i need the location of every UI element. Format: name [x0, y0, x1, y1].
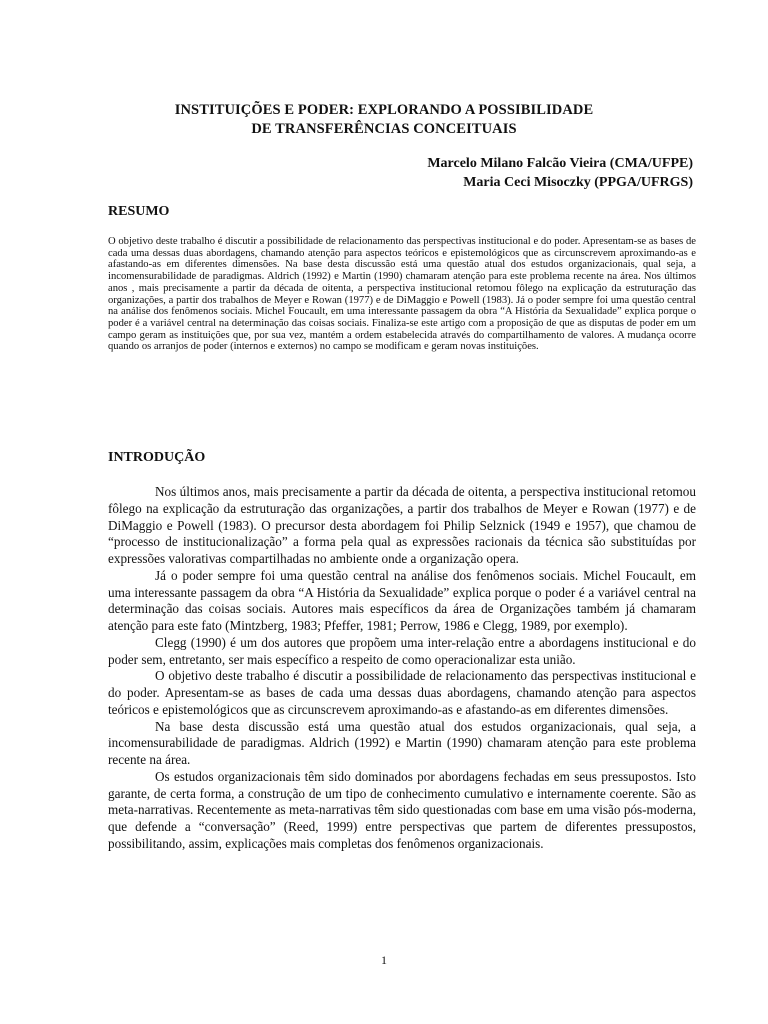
abstract-heading: RESUMO — [108, 204, 170, 219]
author-1: Marcelo Milano Falcão Vieira (CMA/UFPE) — [427, 156, 693, 171]
body-paragraph-1: Nos últimos anos, mais precisamente a partir da década de oitenta, a perspectiva institucional retomou fôlego na explicação da estruturação das organizações, a partir dos trabalhos de Meyer e Rowan (1977) e de DiMaggio e Powell (1983). O precursor desta abordagem foi Philip Selznick (1949 e 1957), que chamou de “processo de institucionalização” a forma pela qual as expressões racionais da técnica são substituídas por expressões valorativas compartilhadas no ambiente onde a organização opera. — [108, 484, 696, 566]
introduction-body — [108, 484, 696, 853]
body-paragraph-5: Na base desta discussão está uma questão atual dos estudos organizacionais, qual seja, a incomensurabilidade de paradigmas. Aldrich (1992) e Martin (1990) chamaram atenção para este problema recente na área. — [108, 718, 696, 767]
author-2: Maria Ceci Misoczky (PPGA/UFRGS) — [463, 175, 693, 190]
page-number: 1 — [381, 953, 387, 967]
introduction-heading: INTRODUÇÃO — [108, 450, 206, 465]
body-paragraph-2: Já o poder sempre foi uma questão central na análise dos fenômenos sociais. Michel Foucault, em uma interessante passagem da obra “A História da Sexualidade” explica porque o poder é a variável central na determinação das coisas sociais. Autores mais específicos da área de Organizações também já chamaram atenção para este fato (Mintzberg, 1983; Pfeffer, 1981; Perrow, 1986 e Clegg, 1989, por exemplo). — [108, 567, 696, 633]
paper-title-line-2: DE TRANSFERÊNCIAS CONCEITUAIS — [251, 121, 517, 137]
paper-title-line-1: INSTITUIÇÕES E PODER: EXPLORANDO A POSSIBILIDADE — [174, 102, 594, 118]
body-paragraph-4: O objetivo deste trabalho é discutir a possibilidade de relacionamento das perspectivas institucional e do poder. Apresentam-se as bases de cada uma dessas duas abordagens, chamando atenção para aspectos teóricos e epistemológicos que as circunscrevem aproximando-as e afastando-as em diferentes dimensões. — [108, 668, 696, 717]
abstract-text: O objetivo deste trabalho é discutir a possibilidade de relacionamento das perspectivas institucional e do poder. Apresentam-se as bases de cada uma dessas duas abordagens, chamando atenção para aspectos teóricos e epistemológicos que as circunscrevem aproximando-as e afastando-as em diferentes dimensões. Na base desta discussão está uma questão atual dos estudos organizacionais, qual seja, a incomensurabilidade de paradigmas. Aldrich (1992) e Martin (1990) chamaram atenção para este problema recente na área. Nos últimos anos , mais precisamente a partir da década de oitenta, a perspectiva institucional retomou fôlego na explicação da estruturação das organizações, a partir dos trabalhos de Meyer e Rowan (1977) e de DiMaggio e Powell (1983). Já o poder sempre foi uma questão central na análise dos fenômenos sociais. Michel Foucault, em uma interessante passagem da obra “A História da Sexualidade” explica porque o poder é a variável central na determinação das coisas sociais. Finaliza-se este artigo com a proposição de que as disputas de poder em um campo geram as instituições que, por sua vez, mantém a ordem estabelecida através do compartilhamento de valores. A mudança ocorre quando os arranjos de poder (internos e externos) no campo se modificam e geram novas instituições. — [108, 236, 696, 353]
body-paragraph-6: Os estudos organizacionais têm sido dominados por abordagens fechadas em seus pressupostos. Isto garante, de certa forma, a construção de um tipo de conhecimento cumulativo e internamente coerente. São as meta-narrativas. Recentemente as meta-narrativas têm sido questionadas com base em uma visão pós-moderna, que defende a “conversação” (Reed, 1999) entre perspectivas que partem de diferentes pressupostos, possibilitando, assim, explicações mais completas dos fenômenos organizacionais. — [108, 768, 696, 851]
paper-title — [0, 101, 768, 139]
author-block — [427, 154, 693, 192]
body-paragraph-3: Clegg (1990) é um dos autores que propõem uma inter-relação entre a abordagens institucional e do poder sem, entretanto, ser mais específico a respeito de como operacionalizar esta união. — [108, 634, 696, 667]
